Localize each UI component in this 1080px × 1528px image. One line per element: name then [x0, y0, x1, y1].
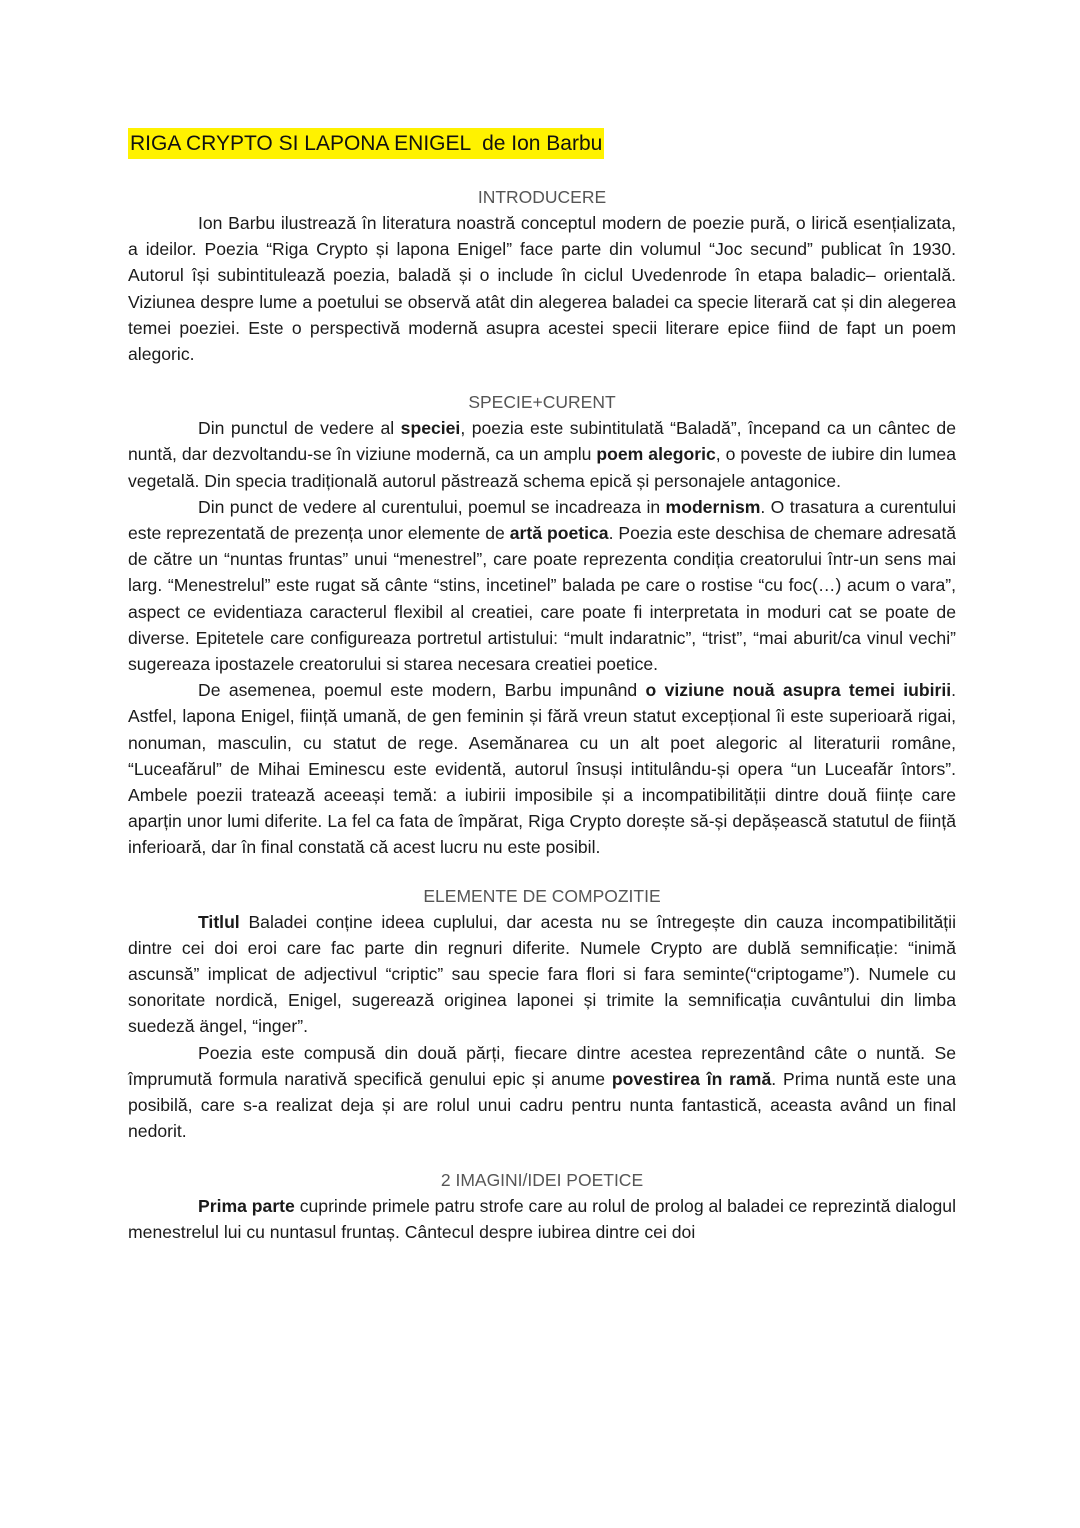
bold-text: modernism [665, 496, 761, 517]
bold-text: artă poetica [509, 523, 609, 544]
section [128, 184, 956, 367]
section [128, 883, 956, 1145]
paragraph [128, 415, 956, 494]
bold-text: o viziune nouă asupra temei iubirii [645, 680, 952, 701]
text-run: De asemenea, poemul este modern, Barbu impunând [198, 680, 646, 701]
text-run: , poezia este subintitulată “Baladă”, începand ca un cântec de nuntă, dar dezvoltandu-se în viziune modernă, ca un amplu [128, 418, 956, 465]
document-title: RIGA CRYPTO SI LAPONA ENIGEL de Ion Barbu [128, 128, 604, 159]
text-run: Din punctul de vedere al [198, 418, 401, 439]
text-run: . O trasatura a curentului este reprezentată de prezența unor elemente de [128, 496, 956, 544]
text-run: cuprinde primele patru strofe care au rolul de prolog al baladei ce reprezintă dialogul menestrelul lui cu nuntasul fruntaș. Cântecul despre iubirea dintre cei doi [128, 1195, 956, 1242]
bold-text: povestirea în ramă [611, 1068, 772, 1089]
paragraph [128, 1193, 956, 1245]
text-run: . Prima nuntă este una posibilă, care s-a realizat deja și are rolul unui cadru pentru nunta fantastică, aceasta având un final nedorit. [128, 1068, 957, 1142]
paragraph [128, 1040, 956, 1145]
bold-text: speciei [400, 418, 461, 439]
bold-text: Prima parte [198, 1195, 295, 1216]
section [128, 389, 956, 860]
sections-container [128, 184, 956, 1245]
text-run: Baladei conține ideea cuplului, dar acesta nu se întregește din cauza incompatibilității dintre cei doi eroi care fac parte din regnuri diferite. Numele Crypto are dublă semnificație: “inimă ascunsă” implicat de adjectivul “criptic” sau specie fara flori si fara seminte(“criptogame”). Numele cu sonoritate nordică, Enigel, sugerează originea laponei și trimite la semnificația cuvântului din limba suedeză ängel, “inger”. [128, 911, 956, 1037]
paragraph [128, 677, 956, 860]
text-run: Poezia este compusă din două părți, fiecare dintre acestea reprezentând câte o nuntă. Se împrumută formula narativă specifică genului epic și anume [128, 1042, 956, 1089]
text-run: . Astfel, lapona Enigel, ființă umană, de gen feminin și fără vreun statut excepțional îi este superioară rigai, nonuman, masculin, cu statut de rege. Asemănarea cu un alt poet alegoric al literaturii române, “Luceafărul” de Mihai Eminescu este evidentă, autorul însuși intitulându-și opera “un Luceafăr întors”. Ambele poezii tratează aceeași temă: a iubirii imposibile și a incompatibilității dintre două ființe care aparțin unor lumi diferite. La fel ca fata de împărat, Riga Crypto dorește să-și depășească statutul de ființă inferioară, dar în final constată că acest lucru nu este posibil. [128, 680, 956, 858]
section-heading: ELEMENTE DE COMPOZITIE [423, 885, 661, 906]
bold-text: poem alegoric [596, 444, 716, 465]
text-run: Ion Barbu ilustrează în literatura noastră conceptul modern de poezie pură, o lirică esențializata, a ideilor. Poezia “Riga Crypto și lapona Enigel” face parte din volumul “Joc secund” publicat în 1930. Autorul își subintitulează poezia, baladă și o include în ciclul Uvedenrode în etapa baladic– orientală. Viziunea despre lume a poetului se observă atât din alegerea baladei ca specie literară cat și din alegerea temei poeziei. Este o perspectivă modernă asupra acestei specii literare epice fiind de fapt un poem alegoric. [128, 213, 956, 365]
section-heading: INTRODUCERE [477, 187, 607, 207]
bold-text: Titlul [198, 911, 240, 932]
section-heading: SPECIE+CURENT [468, 392, 616, 413]
paragraph [128, 494, 956, 677]
paragraph [128, 909, 956, 1040]
section [128, 1167, 956, 1245]
text-run: , o poveste de iubire din lumea vegetală. Din specia tradițională autorul păstrează schema epică și personajele antagonice. [128, 444, 956, 491]
document-body [128, 128, 956, 1267]
section-heading: 2 IMAGINI/IDEI POETICE [440, 1169, 644, 1190]
paragraph [128, 210, 956, 367]
text-run: . Poezia este deschisa de chemare adresată de către un “nuntas fruntas” unui “menestrel”, care poate reprezenta condiția creatorului într-un sens mai larg. “Menestrelul” este rugat să cânte “stins, incetinel” balada pe care o rostise “cu foc(…) acum o vara”, aspect ce evidentiaza caracterul flexibil al creatiei, care poate fi interpretata in moduri cat se poate de diverse. Epitetele care configureaza portretul artistului: “mult indaratnic”, “trist”, “mai aburit/ca vinul vechi” sugereaza ipostazele creatorului si starea necesara creatiei poetice. [128, 523, 957, 675]
text-run: Din punct de vedere al curentului, poemul se incadreaza in [198, 496, 666, 517]
